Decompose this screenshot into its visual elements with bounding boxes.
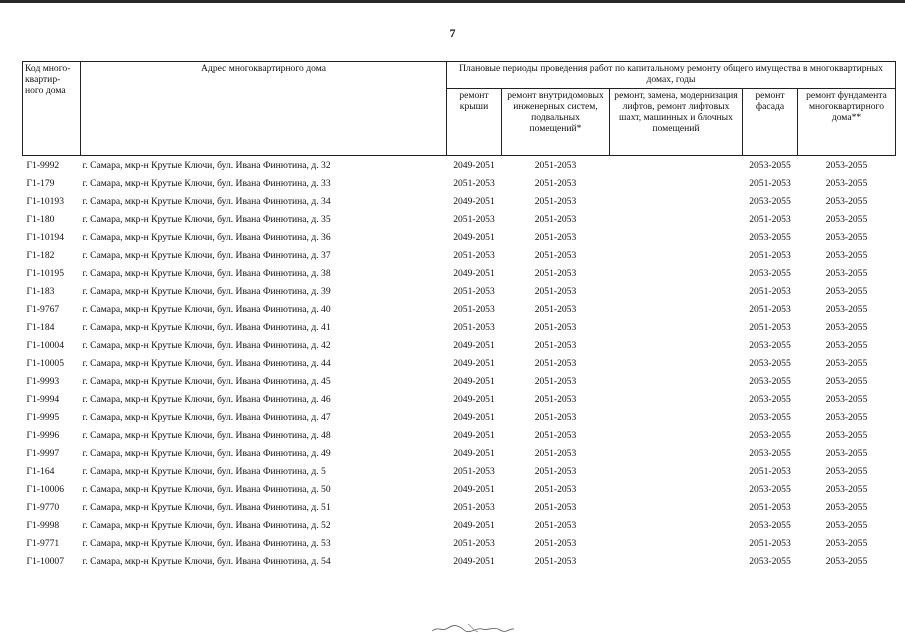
row-systems-cell: 2051-2053 [534,285,577,297]
row-roof-cell: 2049-2051 [453,411,495,423]
row-systems-cell: 2051-2053 [534,429,577,441]
row-facade-cell: 2053-2055 [749,195,791,207]
row-address-cell: г. Самара, мкр-н Крутые Ключи, бул. Ивана Финютина, д. 49 [82,447,331,459]
row-foundation-cell: 2053-2055 [825,357,868,369]
row-facade-cell: 2053-2055 [749,447,791,459]
row-address-cell: г. Самара, мкр-н Крутые Ключи, бул. Ивана Финютина, д. 48 [82,429,331,441]
row-roof-cell: 2049-2051 [453,375,495,387]
row-elevators-cell [610,354,743,372]
row-address-cell: г. Самара, мкр-н Крутые Ключи, бул. Ивана Финютина, д. 45 [82,375,331,387]
row-foundation-cell: 2053-2055 [825,375,868,387]
table-row [23,444,896,462]
row-elevators-cell [610,516,743,534]
row-systems-cell: 2051-2053 [534,501,577,513]
row-facade-cell: 2051-2053 [749,537,791,549]
table-row [23,498,896,516]
row-foundation-cell: 2053-2055 [825,231,868,243]
row-address-cell: г. Самара, мкр-н Крутые Ключи, бул. Ивана Финютина, д. 35 [82,213,331,225]
row-code-cell: Г1-10194 [26,231,65,243]
row-facade-cell: 2051-2053 [749,465,791,477]
row-facade-cell: 2053-2055 [749,483,791,495]
row-foundation-cell: 2053-2055 [825,429,868,441]
table-row [23,534,896,552]
row-roof-cell: 2051-2053 [453,303,495,315]
row-roof-cell: 2049-2051 [453,555,495,567]
row-roof-cell: 2051-2053 [453,321,495,333]
row-code-cell: Г1-184 [26,321,55,333]
row-address-cell: г. Самара, мкр-н Крутые Ключи, бул. Ивана Финютина, д. 51 [82,501,331,513]
row-address-cell: г. Самара, мкр-н Крутые Ключи, бул. Ивана Финютина, д. 54 [82,555,331,567]
row-code-cell: Г1-9770 [26,501,60,513]
row-code-cell: Г1-9995 [26,411,60,423]
row-code-cell: Г1-10195 [26,267,65,279]
row-code-cell: Г1-9771 [26,537,60,549]
row-facade-cell: 2053-2055 [749,357,791,369]
row-foundation-cell: 2053-2055 [825,195,868,207]
row-facade-cell: 2051-2053 [749,501,791,513]
row-address-cell: г. Самара, мкр-н Крутые Ключи, бул. Ивана Финютина, д. 34 [82,195,331,207]
row-elevators-cell [610,534,743,552]
row-address-cell: г. Самара, мкр-н Крутые Ключи, бул. Ивана Финютина, д. 33 [82,177,331,189]
table-row [23,282,896,300]
row-roof-cell: 2051-2053 [453,213,495,225]
row-foundation-cell: 2053-2055 [825,285,868,297]
row-systems-cell: 2051-2053 [534,375,577,387]
row-roof-cell: 2051-2053 [453,501,495,513]
row-address-cell: г. Самара, мкр-н Крутые Ключи, бул. Ивана Финютина, д. 42 [82,339,331,351]
row-systems-cell: 2051-2053 [534,249,577,261]
row-roof-cell: 2051-2053 [453,177,495,189]
row-roof-cell: 2051-2053 [453,249,495,261]
row-address-cell: г. Самара, мкр-н Крутые Ключи, бул. Ивана Финютина, д. 36 [82,231,331,243]
row-address-cell: г. Самара, мкр-н Крутые Ключи, бул. Ивана Финютина, д. 41 [82,321,331,333]
row-code-cell: Г1-9996 [26,429,60,441]
row-foundation-cell: 2053-2055 [825,519,868,531]
row-foundation-cell: 2053-2055 [825,465,868,477]
table-row [23,462,896,480]
row-elevators-cell [610,174,743,192]
row-systems-cell: 2051-2053 [534,447,577,459]
row-systems-cell: 2051-2053 [534,231,577,243]
header-roof: ремонт крыши [447,89,502,156]
row-elevators-cell [610,426,743,444]
table-row [23,336,896,354]
row-systems-cell: 2051-2053 [534,213,577,225]
table-row [23,264,896,282]
row-code-cell: Г1-9997 [26,447,60,459]
row-foundation-cell: 2053-2055 [825,213,868,225]
row-code-cell: Г1-9767 [26,303,60,315]
row-elevators-cell [610,264,743,282]
table-row [23,246,896,264]
table-row [23,552,896,570]
row-elevators-cell [610,300,743,318]
row-foundation-cell: 2053-2055 [825,393,868,405]
row-facade-cell: 2053-2055 [749,375,791,387]
row-roof-cell: 2049-2051 [453,393,495,405]
capital-repair-schedule-table [22,61,896,570]
row-foundation-cell: 2053-2055 [798,156,896,175]
row-roof-cell: 2049-2051 [453,231,495,243]
row-facade-cell: 2053-2055 [749,393,791,405]
row-elevators-cell [610,444,743,462]
row-elevators-cell [610,228,743,246]
row-facade-cell: 2053-2055 [749,231,791,243]
row-foundation-cell: 2053-2055 [825,321,868,333]
table-row [23,318,896,336]
row-systems-cell: 2051-2053 [534,465,577,477]
row-code-cell: Г1-10005 [26,357,65,369]
row-code-cell: Г1-10004 [26,339,65,351]
row-code-cell: Г1-182 [26,249,55,261]
row-elevators-cell [610,498,743,516]
row-elevators-cell [610,210,743,228]
signature-mark [428,622,518,634]
row-foundation-cell: 2053-2055 [825,267,868,279]
row-code-cell: Г1-9992 [23,156,81,175]
row-systems-cell: 2051-2053 [534,483,577,495]
row-code-cell: Г1-10006 [26,483,65,495]
header-systems: ремонт внутридомовых инженерных систем, подвальных помещений* [502,89,610,156]
row-facade-cell: 2053-2055 [743,156,798,175]
row-systems-cell: 2051-2053 [534,555,577,567]
table-row [23,300,896,318]
row-address-cell: г. Самара, мкр-н Крутые Ключи, бул. Ивана Финютина, д. 52 [82,519,331,531]
row-elevators-cell [610,408,743,426]
row-facade-cell: 2053-2055 [749,267,791,279]
row-address-cell: г. Самара, мкр-н Крутые Ключи, бул. Ивана Финютина, д. 38 [82,267,331,279]
row-address-cell: г. Самара, мкр-н Крутые Ключи, бул. Ивана Финютина, д. 40 [82,303,331,315]
page-number: 7 [449,26,456,40]
row-facade-cell: 2053-2055 [749,555,791,567]
row-code-cell: Г1-10193 [26,195,65,207]
row-roof-cell: 2051-2053 [453,465,495,477]
row-foundation-cell: 2053-2055 [825,555,868,567]
row-address-cell: г. Самара, мкр-н Крутые Ключи, бул. Ивана Финютина, д. 39 [82,285,331,297]
table-row [23,516,896,534]
row-address-cell: г. Самара, мкр-н Крутые Ключи, бул. Ивана Финютина, д. 5 [82,465,326,477]
row-foundation-cell: 2053-2055 [825,501,868,513]
table-row [23,174,896,192]
row-foundation-cell: 2053-2055 [825,411,868,423]
row-elevators-cell [610,336,743,354]
header-address: Адрес многоквартирного дома [81,62,447,156]
row-foundation-cell: 2053-2055 [825,303,868,315]
row-facade-cell: 2053-2055 [749,519,791,531]
row-facade-cell: 2051-2053 [749,303,791,315]
row-code-cell: Г1-9998 [26,519,60,531]
row-facade-cell: 2051-2053 [749,285,791,297]
row-roof-cell: 2051-2053 [453,537,495,549]
row-facade-cell: 2053-2055 [749,429,791,441]
row-roof-cell: 2049-2051 [453,447,495,459]
row-roof-cell: 2049-2051 [453,483,495,495]
row-address-cell: г. Самара, мкр-н Крутые Ключи, бул. Ивана Финютина, д. 53 [82,537,331,549]
row-facade-cell: 2051-2053 [749,177,791,189]
table-row [23,156,896,175]
table-row [23,408,896,426]
row-elevators-cell [610,192,743,210]
row-code-cell: Г1-180 [26,213,55,225]
row-systems-cell: 2051-2053 [534,519,577,531]
row-systems-cell: 2051-2053 [534,267,577,279]
row-address-cell: г. Самара, мкр-н Крутые Ключи, бул. Ивана Финютина, д. 32 [81,156,447,175]
row-roof-cell: 2049-2051 [453,267,495,279]
row-facade-cell: 2053-2055 [749,339,791,351]
header-periods-group: Плановые периоды проведения работ по капитальному ремонту общего имущества в многоквартирных домах, годы [447,62,896,89]
row-roof-cell: 2049-2051 [453,519,495,531]
row-systems-cell: 2051-2053 [534,339,577,351]
row-systems-cell: 2051-2053 [534,195,577,207]
row-elevators-cell [610,390,743,408]
row-systems-cell: 2051-2053 [534,321,577,333]
row-elevators-cell [610,480,743,498]
row-facade-cell: 2051-2053 [749,321,791,333]
row-elevators-cell [610,156,743,175]
row-facade-cell: 2051-2053 [749,249,791,261]
row-elevators-cell [610,246,743,264]
header-facade: ремонт фасада [743,89,798,156]
row-roof-cell: 2049-2051 [453,429,495,441]
row-facade-cell: 2051-2053 [749,213,791,225]
row-foundation-cell: 2053-2055 [825,483,868,495]
top-border-rule [0,0,905,3]
row-elevators-cell [610,552,743,570]
row-code-cell: Г1-10007 [26,555,65,567]
table-row [23,480,896,498]
table-row [23,228,896,246]
row-elevators-cell [610,462,743,480]
row-elevators-cell [610,282,743,300]
table-row [23,354,896,372]
row-foundation-cell: 2053-2055 [825,537,868,549]
row-address-cell: г. Самара, мкр-н Крутые Ключи, бул. Ивана Финютина, д. 46 [82,393,331,405]
row-foundation-cell: 2053-2055 [825,447,868,459]
table-row [23,426,896,444]
table-row [23,210,896,228]
row-roof-cell: 2049-2051 [453,339,495,351]
row-code-cell: Г1-9994 [26,393,60,405]
row-roof-cell: 2049-2051 [447,156,502,175]
table-row [23,372,896,390]
row-systems-cell: 2051-2053 [534,177,577,189]
table-row [23,390,896,408]
row-elevators-cell [610,372,743,390]
row-roof-cell: 2049-2051 [453,357,495,369]
table-body [23,156,896,571]
row-roof-cell: 2049-2051 [453,195,495,207]
row-systems-cell: 2051-2053 [534,393,577,405]
row-systems-cell: 2051-2053 [534,411,577,423]
row-foundation-cell: 2053-2055 [825,249,868,261]
row-systems-cell: 2051-2053 [502,156,610,175]
header-code: Код много-квартир-ного дома [23,62,81,156]
row-code-cell: Г1-183 [26,285,55,297]
row-address-cell: г. Самара, мкр-н Крутые Ключи, бул. Ивана Финютина, д. 47 [82,411,331,423]
row-systems-cell: 2051-2053 [534,537,577,549]
row-facade-cell: 2053-2055 [749,411,791,423]
row-code-cell: Г1-164 [26,465,55,477]
row-address-cell: г. Самара, мкр-н Крутые Ключи, бул. Ивана Финютина, д. 50 [82,483,331,495]
row-foundation-cell: 2053-2055 [825,177,868,189]
row-systems-cell: 2051-2053 [534,303,577,315]
row-foundation-cell: 2053-2055 [825,339,868,351]
header-foundation: ремонт фундамента многоквартирного дома** [798,89,896,156]
row-address-cell: г. Самара, мкр-н Крутые Ключи, бул. Ивана Финютина, д. 37 [82,249,331,261]
table-row [23,192,896,210]
row-roof-cell: 2051-2053 [453,285,495,297]
row-systems-cell: 2051-2053 [534,357,577,369]
row-code-cell: Г1-9993 [26,375,60,387]
row-code-cell: Г1-179 [26,177,55,189]
row-address-cell: г. Самара, мкр-н Крутые Ключи, бул. Ивана Финютина, д. 44 [82,357,331,369]
header-elevators: ремонт, замена, модернизация лифтов, ремонт лифтовых шахт, машинных и блочных помещений [610,89,743,156]
row-elevators-cell [610,318,743,336]
